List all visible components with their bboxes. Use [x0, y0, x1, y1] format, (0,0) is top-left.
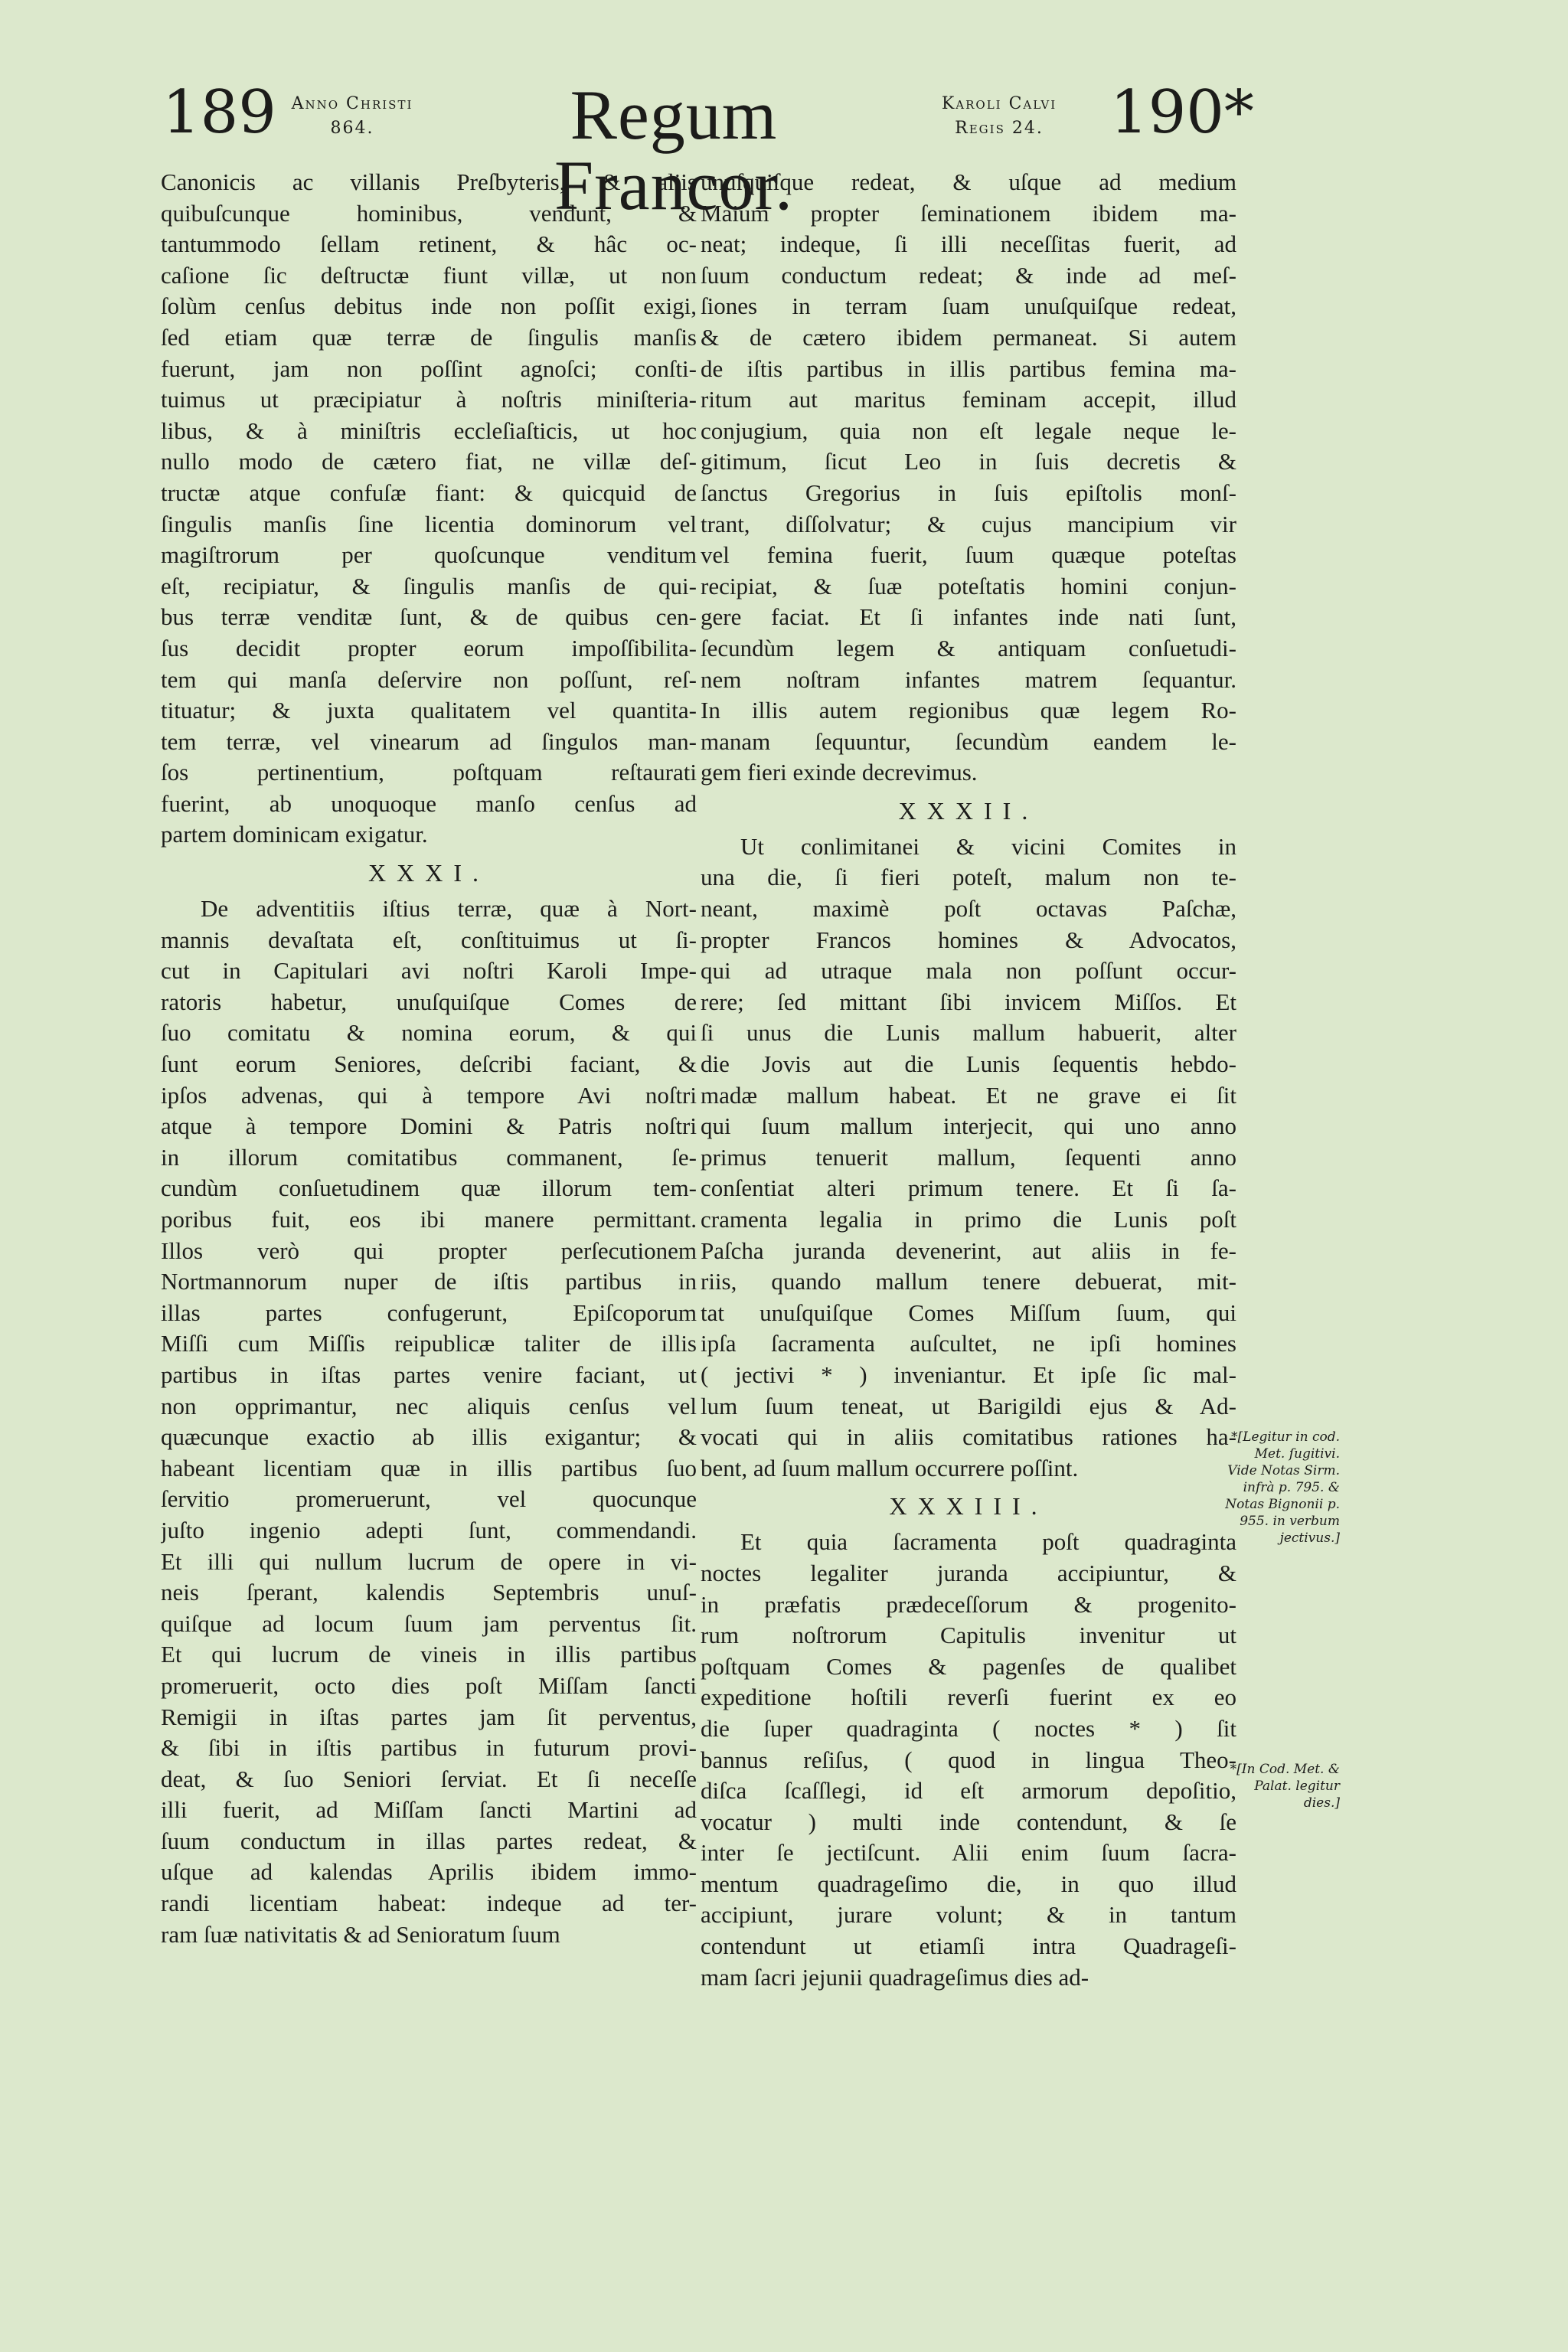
text-line: contendunt ut etiamſi intra Quadrageſi-	[701, 1932, 1236, 1960]
text-line: mam ſacri jejunii quadrageſimus dies ad-	[701, 1963, 1089, 1991]
right-paragraph-2	[701, 831, 1236, 1484]
margin-note-1: *[Legitur in cod. Met. ſugitivi. Vide Notas Sirm. infrà p. 795. & Notas Bignonii p. 955. in verbum jectivus.]	[1225, 1429, 1340, 1546]
left-paragraph-1	[161, 167, 697, 851]
running-head-left	[260, 92, 444, 141]
text-line: inter ſe jectiſcunt. Alii enim ſuum ſacra-	[701, 1839, 1236, 1867]
running-head-left-line1: Anno Christi	[291, 94, 413, 113]
text-line: ſolùm cenſus debitus inde non poſſit exigi,	[161, 292, 697, 320]
text-line: die ſuper quadraginta ( noctes * ) ſit	[701, 1714, 1236, 1742]
text-line: Miſſi cum Miſſis reipublicæ taliter de illis	[161, 1330, 697, 1357]
text-line: in illorum comitatibus commanent, ſe-	[161, 1143, 697, 1171]
text-line: magiſtrorum per quoſcunque venditum	[161, 541, 697, 569]
text-line: propter Francos homines & Advocatos,	[701, 926, 1236, 953]
text-line: Et quia ſacramenta poſt quadraginta	[740, 1528, 1236, 1556]
text-line: diſca ſcaſſlegi, id eſt armorum depoſitio,	[701, 1777, 1236, 1805]
text-line: bannus reſiſus, ( quod in lingua Theo-	[701, 1746, 1236, 1773]
text-line: ſanctus Gregorius in ſuis epiſtolis monſ-	[701, 479, 1236, 506]
text-line: recipiat, & ſuæ poteſtatis homini conjun-	[701, 572, 1236, 599]
text-line: Maium propter ſeminationem ibidem ma-	[701, 199, 1236, 227]
text-line: rum noſtrorum Capitulis invenitur ut	[701, 1622, 1236, 1649]
text-line: nullo modo de cætero fiat, ne villæ deſ-	[161, 448, 697, 475]
text-line: ſos pertinentium, poſtquam reſtaurati	[161, 759, 697, 786]
running-head-right-line2: Regis 24.	[955, 119, 1044, 138]
text-line: quæcunque exactio ab illis exigantur; &	[161, 1423, 697, 1451]
text-line: & de cætero ibidem permaneat. Si autem	[701, 323, 1236, 351]
text-line: rere; ſed mittant ſibi invicem Miſſos. Et	[701, 988, 1236, 1015]
text-line: cut in Capitulari avi noſtri Karoli Impe-	[161, 957, 697, 985]
text-line: tat unuſquiſque Comes Miſſum ſuum, qui	[701, 1298, 1236, 1326]
text-line: vocati qui in aliis comitatibus rationes ha-	[701, 1423, 1236, 1451]
text-line: mentum quadrageſimo die, in quo illud	[701, 1870, 1236, 1897]
text-line: ſingulis manſis ſine licentia dominorum vel	[161, 510, 697, 537]
text-line: ritum aut maritus feminam accepit, illud	[701, 386, 1236, 413]
text-line: habeant licentiam quæ in illis partibus ſuo	[161, 1454, 697, 1481]
page-number-left: 189	[162, 78, 276, 147]
margin-note-2: *[In Cod. Met. & Palat. legitur dies.]	[1230, 1762, 1340, 1811]
text-line: randi licentiam habeat: indeque ad ter-	[161, 1890, 697, 1917]
text-line: qui ad utraque mala non poſſunt occur-	[701, 957, 1236, 985]
text-line: Ut conlimitanei & vicini Comites in	[740, 832, 1236, 860]
text-line: libus, & à miniſtris eccleſiaſticis, ut hoc	[161, 416, 697, 444]
text-line: & ſibi in iſtis partibus in futurum provi-	[161, 1734, 697, 1762]
text-line: expeditione hoſtili reverſi fuerint ex eo	[701, 1684, 1236, 1711]
text-line: non opprimantur, nec aliquis cenſus vel	[161, 1392, 697, 1419]
text-line: tructæ atque confuſæ fiant: & quicquid de	[161, 479, 697, 506]
text-line: bent, ad ſuum mallum occurrere poſſint.	[701, 1454, 1079, 1481]
text-line: poſtquam Comes & pagenſes de qualibet	[701, 1652, 1236, 1680]
text-line: ſi unus die Lunis mallum habuerit, alter	[701, 1019, 1236, 1047]
text-line: ratoris habetur, unuſquiſque Comes de	[161, 988, 697, 1015]
text-line: ipſa ſacramenta auſcultet, ne ipſi homines	[701, 1330, 1236, 1357]
text-line: ſervitio promeruerunt, vel quocunque	[161, 1485, 697, 1513]
text-line: ram ſuæ nativitatis & ad Senioratum ſuum	[161, 1920, 560, 1948]
right-column	[701, 167, 1236, 1993]
page-number-right: 190*	[1110, 78, 1254, 147]
text-line: gem fieri exinde decrevimus.	[701, 759, 978, 786]
text-line: ſus decidit propter eorum impoſſibilita-	[161, 634, 697, 662]
text-line: partem dominicam exigatur.	[161, 821, 428, 848]
text-line: nem noſtram infantes matrem ſequantur.	[701, 665, 1236, 693]
text-line: manam ſequuntur, ſecundùm eandem le-	[701, 727, 1236, 755]
section-heading-33: XXXIII.	[889, 1492, 1048, 1521]
text-line: Paſcha juranda devenerint, aut aliis in fe-	[701, 1236, 1236, 1264]
text-line: madæ mallum habeat. Et ne grave ei ſit	[701, 1081, 1236, 1109]
text-line: Nortmannorum nuper de iſtis partibus in	[161, 1268, 697, 1295]
text-line: conſentiat alteri primum tenere. Et ſi ſa-	[701, 1174, 1236, 1202]
text-line: juſto ingenio adepti ſunt, commendandi.	[161, 1516, 697, 1544]
text-line: uſque ad kalendas Aprilis ibidem immo-	[161, 1858, 697, 1886]
text-line: riis, quando mallum tenere debuerat, mit-	[701, 1268, 1236, 1295]
text-line: tem terræ, vel vinearum ad ſingulos man-	[161, 727, 697, 755]
text-line: illi fuerit, ad Miſſam ſancti Martini ad	[161, 1796, 697, 1824]
text-line: die Jovis aut die Lunis ſequentis hebdo-	[701, 1050, 1236, 1078]
text-line: neat; indeque, ſi illi neceſſitas fuerit, ad	[701, 230, 1236, 258]
left-column	[161, 167, 697, 1950]
running-head-right-line1: Karoli Calvi	[941, 94, 1057, 113]
text-line: qui ſuum mallum interjecit, qui uno anno	[701, 1112, 1236, 1140]
running-head-right	[903, 92, 1095, 141]
text-line: neant, maximè poſt octavas Paſchæ,	[701, 895, 1236, 923]
text-line: vocatur ) multi inde contendunt, & ſe	[701, 1808, 1236, 1835]
text-line: lum ſuum teneat, ut Barigildi ejus & Ad-	[701, 1392, 1236, 1419]
text-line: conjugium, quia non eſt legale neque le-	[701, 416, 1236, 444]
text-line: neis ſperant, kalendis Septembris unuſ-	[161, 1579, 697, 1606]
text-line: In illis autem regionibus quæ legem Ro-	[701, 697, 1236, 724]
text-line: Et illi qui nullum lucrum de opere in vi-	[161, 1547, 697, 1575]
section-heading-32: XXXII.	[898, 796, 1039, 825]
text-line: ( jectivi * ) inveniantur. Et ipſe ſic mal-	[701, 1361, 1236, 1388]
text-line: tem qui manſa deſervire non poſſunt, reſ-	[161, 665, 697, 693]
text-line: cramenta legalia in primo die Lunis poſt	[701, 1206, 1236, 1233]
text-line: tantummodo ſellam retinent, & hâc oc-	[161, 230, 697, 258]
text-line: Illos verò qui propter perſecutionem	[161, 1236, 697, 1264]
right-paragraph-1	[701, 167, 1236, 789]
text-line: atque à tempore Domini & Patris noſtri	[161, 1112, 697, 1140]
text-line: Canonicis ac villanis Preſbyteris, & aliis	[161, 168, 697, 195]
text-line: primus tenuerit mallum, ſequenti anno	[701, 1143, 1236, 1171]
text-line: ſed etiam quæ terræ de ſingulis manſis	[161, 323, 697, 351]
text-line: Et qui lucrum de vineis in illis partibus	[161, 1641, 697, 1668]
right-paragraph-3	[701, 1527, 1236, 1993]
text-line: ſuum conductum in illas partes redeat, &	[161, 1827, 697, 1854]
page-title: Regum Francor.	[554, 76, 794, 224]
text-line: fuerint, ab unoquoque manſo cenſus ad	[161, 789, 697, 817]
text-line: poribus fuit, eos ibi manere permittant.	[161, 1206, 697, 1233]
text-line: tuimus ut præcipiatur à noſtris miniſteria-	[161, 386, 697, 413]
text-line: noctes legaliter juranda accipiuntur, &	[701, 1559, 1236, 1586]
text-line: eſt, recipiatur, & ſingulis manſis de qui-	[161, 572, 697, 599]
text-line: mannis devaſtata eſt, conſtituimus ut ſi-	[161, 926, 697, 953]
text-line: partibus in iſtas partes venire faciant, ut	[161, 1361, 697, 1388]
text-line: deat, & ſuo Seniori ſerviat. Et ſi neceſſe	[161, 1765, 697, 1792]
text-line: gitimum, ſicut Leo in ſuis decretis &	[701, 448, 1236, 475]
text-line: De adventitiis iſtius terræ, quæ à Nort-	[201, 895, 697, 923]
text-line: quiſque ad locum ſuum jam perventus ſit.	[161, 1609, 697, 1637]
text-line: ſiones in terram ſuam unuſquiſque redeat,	[701, 292, 1236, 320]
text-line: Remigii in iſtas partes jam ſit perventus,	[161, 1703, 697, 1730]
running-head-left-line2: 864.	[330, 119, 374, 138]
section-heading-31: XXXI.	[368, 859, 489, 887]
text-line: fuerunt, jam non poſſint agnoſci; conſti-	[161, 354, 697, 382]
text-line: ſuum conductum redeat; & inde ad meſ-	[701, 261, 1236, 289]
text-line: vel femina fuerit, ſuum quæque poteſtas	[701, 541, 1236, 569]
text-line: trant, diſſolvatur; & cujus mancipium vir	[701, 510, 1236, 537]
text-line: accipiunt, jurare volunt; & in tantum	[701, 1901, 1236, 1929]
text-line: illas partes confugerunt, Epiſcoporum	[161, 1298, 697, 1326]
text-line: ſecundùm legem & antiquam conſuetudi-	[701, 634, 1236, 662]
text-line: gere faciat. Et ſi infantes inde nati ſunt,	[701, 603, 1236, 631]
text-line: bus terræ venditæ ſunt, & de quibus cen-	[161, 603, 697, 631]
left-paragraph-2	[161, 893, 697, 1950]
text-line: ipſos advenas, qui à tempore Avi noſtri	[161, 1081, 697, 1109]
text-line: cundùm conſuetudinem quæ illorum tem-	[161, 1174, 697, 1202]
text-line: una die, ſi fieri poteſt, malum non te-	[701, 864, 1236, 891]
text-line: quibuſcunque hominibus, vendunt, &	[161, 199, 697, 227]
text-line: ſunt eorum Seniores, deſcribi faciant, &	[161, 1050, 697, 1078]
text-line: tituatur; & juxta qualitatem vel quantita-	[161, 697, 697, 724]
text-line: caſione ſic deſtructæ fiunt villæ, ut non	[161, 261, 697, 289]
text-line: ſuo comitatu & nomina eorum, & qui	[161, 1019, 697, 1047]
text-line: de iſtis partibus in illis partibus femina ma-	[701, 354, 1236, 382]
text-line: unuſquiſque redeat, & uſque ad medium	[701, 168, 1236, 195]
text-line: in præfatis prædeceſſorum & progenito-	[701, 1590, 1236, 1618]
text-line: promeruerit, octo dies poſt Miſſam ſancti	[161, 1671, 697, 1699]
